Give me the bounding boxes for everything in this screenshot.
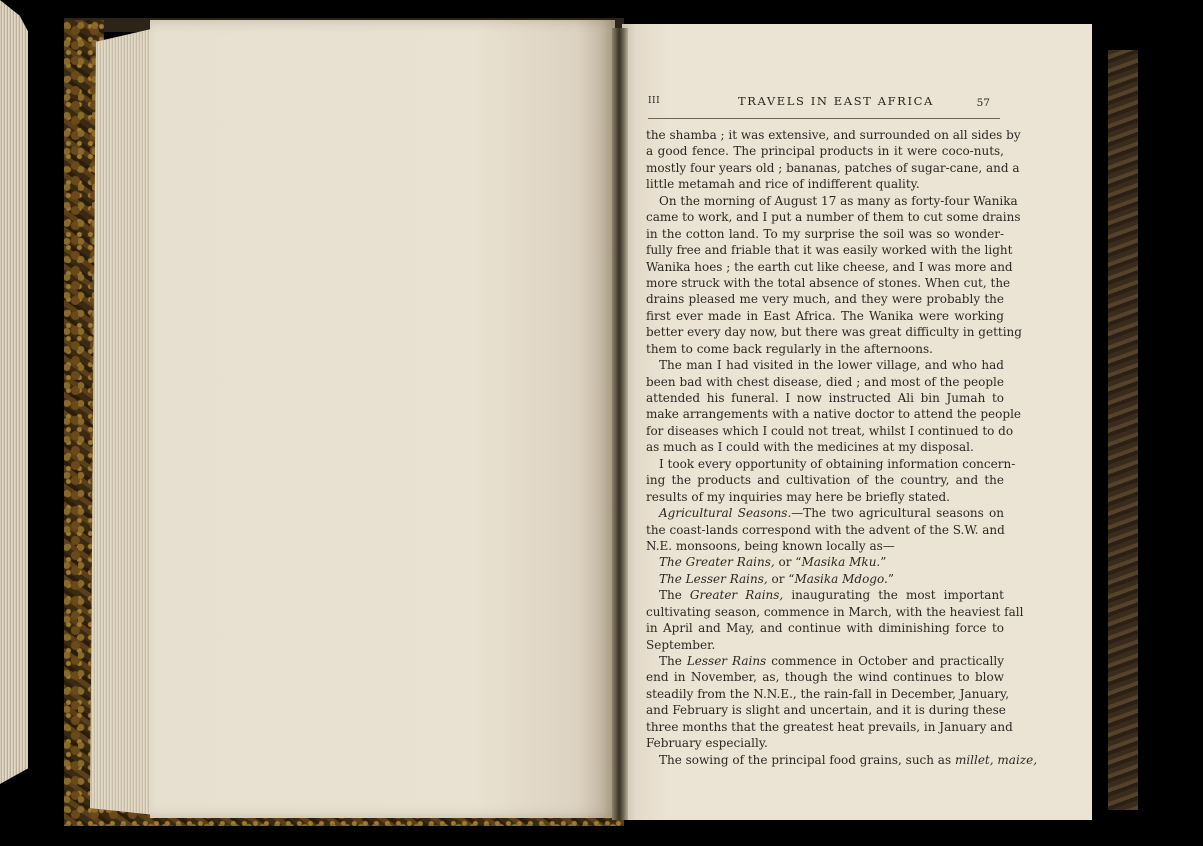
text-line: three months that the greatest heat prevails, in January and: [646, 719, 1013, 734]
text-line: in the cotton land. To my surprise the soil was so wonder-: [646, 226, 1004, 241]
text-line: as much as I could with the medicines at my disposal.: [646, 440, 974, 455]
text-line: The man I had visited in the lower village, and who had: [659, 358, 1004, 373]
text-line: [646, 571, 1004, 587]
text-line: first ever made in East Africa. The Wanika were working: [646, 308, 1004, 323]
text-line: February especially.: [646, 736, 768, 751]
text-run: or “: [767, 571, 795, 586]
text-line: them to come back regularly in the afternoons.: [646, 341, 933, 356]
term: The Greater Rains,: [659, 555, 775, 570]
text-run: ”: [887, 571, 894, 586]
local-name: Masika Mku.: [801, 555, 881, 570]
text-run: The sowing of the principal food grains, such as: [659, 752, 955, 767]
text-line: steadily from the N.N.E., the rain-fall in December, January,: [646, 686, 1010, 701]
text-line: [646, 554, 1004, 570]
text-line: in April and May, and continue with diminishing force to: [646, 621, 1004, 636]
text-line: and February is slight and uncertain, and it is during these: [646, 703, 1006, 718]
left-page-blank: [150, 20, 615, 818]
text-line: little metamah and rice of indifferent quality.: [646, 177, 920, 192]
text-line: mostly four years old ; bananas, patches of sugar-cane, and a: [646, 160, 1020, 175]
text-line: for diseases which I could not treat, whilst I continued to do: [646, 423, 1014, 438]
text-line: more struck with the total absence of stones. When cut, the: [646, 275, 1011, 290]
text-run: The: [659, 654, 687, 668]
running-head: [648, 94, 990, 114]
term: Greater Rains,: [689, 588, 784, 603]
text-line: ing the products and cultivation of the country, and the: [646, 473, 1004, 488]
header-rule: [648, 118, 1000, 119]
book-gutter: [612, 28, 628, 820]
text-line: [646, 752, 1038, 768]
right-page-edges: [0, 0, 28, 784]
text-line: make arrangements with a native doctor to attend the people: [646, 407, 1022, 422]
text-line: cultivating season, commence in March, with the heaviest fall: [646, 604, 1024, 619]
text-line: a good fence. The principal products in it were coco-nuts,: [646, 144, 1004, 159]
page-number: 57: [976, 97, 990, 109]
text-line: results of my inquiries may here be briefly stated.: [646, 489, 950, 504]
text-line: end in November, as, though the wind continues to blow: [646, 670, 1004, 685]
text-line: better every day now, but there was great difficulty in getting: [646, 325, 1022, 340]
body-lines: [646, 127, 1022, 505]
text-line: On the morning of August 17 as many as forty-four Wanika: [659, 193, 1018, 208]
page-body-text: [646, 127, 1038, 768]
chapter-number: III: [648, 96, 661, 106]
text-line: September.: [646, 637, 716, 652]
term: millet,: [954, 752, 994, 767]
text-line: fully free and friable that it was easily worked with the light: [646, 243, 1013, 258]
text-line: came to work, and I put a number of them to cut some drains: [646, 210, 1021, 225]
text-line: drains pleased me very much, and they were probably the: [646, 292, 1004, 307]
text-line: [646, 653, 1004, 669]
text-line: [646, 505, 1004, 521]
text-line: the coast-lands correspond with the advent of the S.W. and: [646, 522, 1005, 537]
text-line: the shamba ; it was extensive, and surrounded on all sides by: [646, 128, 1021, 142]
text-run: —The two agricultural seasons on: [791, 506, 1004, 521]
book-cover-right: [1108, 50, 1138, 810]
text-run: ”: [880, 555, 887, 570]
text-line: attended his funeral. I now instructed Ali bin Jumah to: [646, 391, 1004, 405]
term: The Lesser Rains,: [659, 571, 768, 586]
text-line: [646, 587, 1004, 603]
section-heading: Agricultural Seasons.: [659, 506, 792, 521]
term: maize,: [997, 752, 1038, 767]
text-run: inaugurating the most important: [783, 588, 1005, 603]
running-title: TRAVELS IN EAST AFRICA: [738, 94, 934, 108]
term: Lesser Rains: [686, 654, 767, 668]
text-line: Wanika hoes ; the earth cut like cheese, and I was more and: [646, 259, 1013, 274]
text-run: or “: [774, 555, 802, 570]
text-line: I took every opportunity of obtaining information concern-: [659, 456, 1016, 471]
text-run: The: [659, 588, 690, 603]
text-line: been bad with chest disease, died ; and most of the people: [646, 374, 1004, 389]
local-name: Masika Mdogo.: [794, 571, 888, 586]
text-run: commence in October and practically: [766, 654, 1005, 668]
text-line: N.E. monsoons, being known locally as—: [646, 538, 895, 553]
